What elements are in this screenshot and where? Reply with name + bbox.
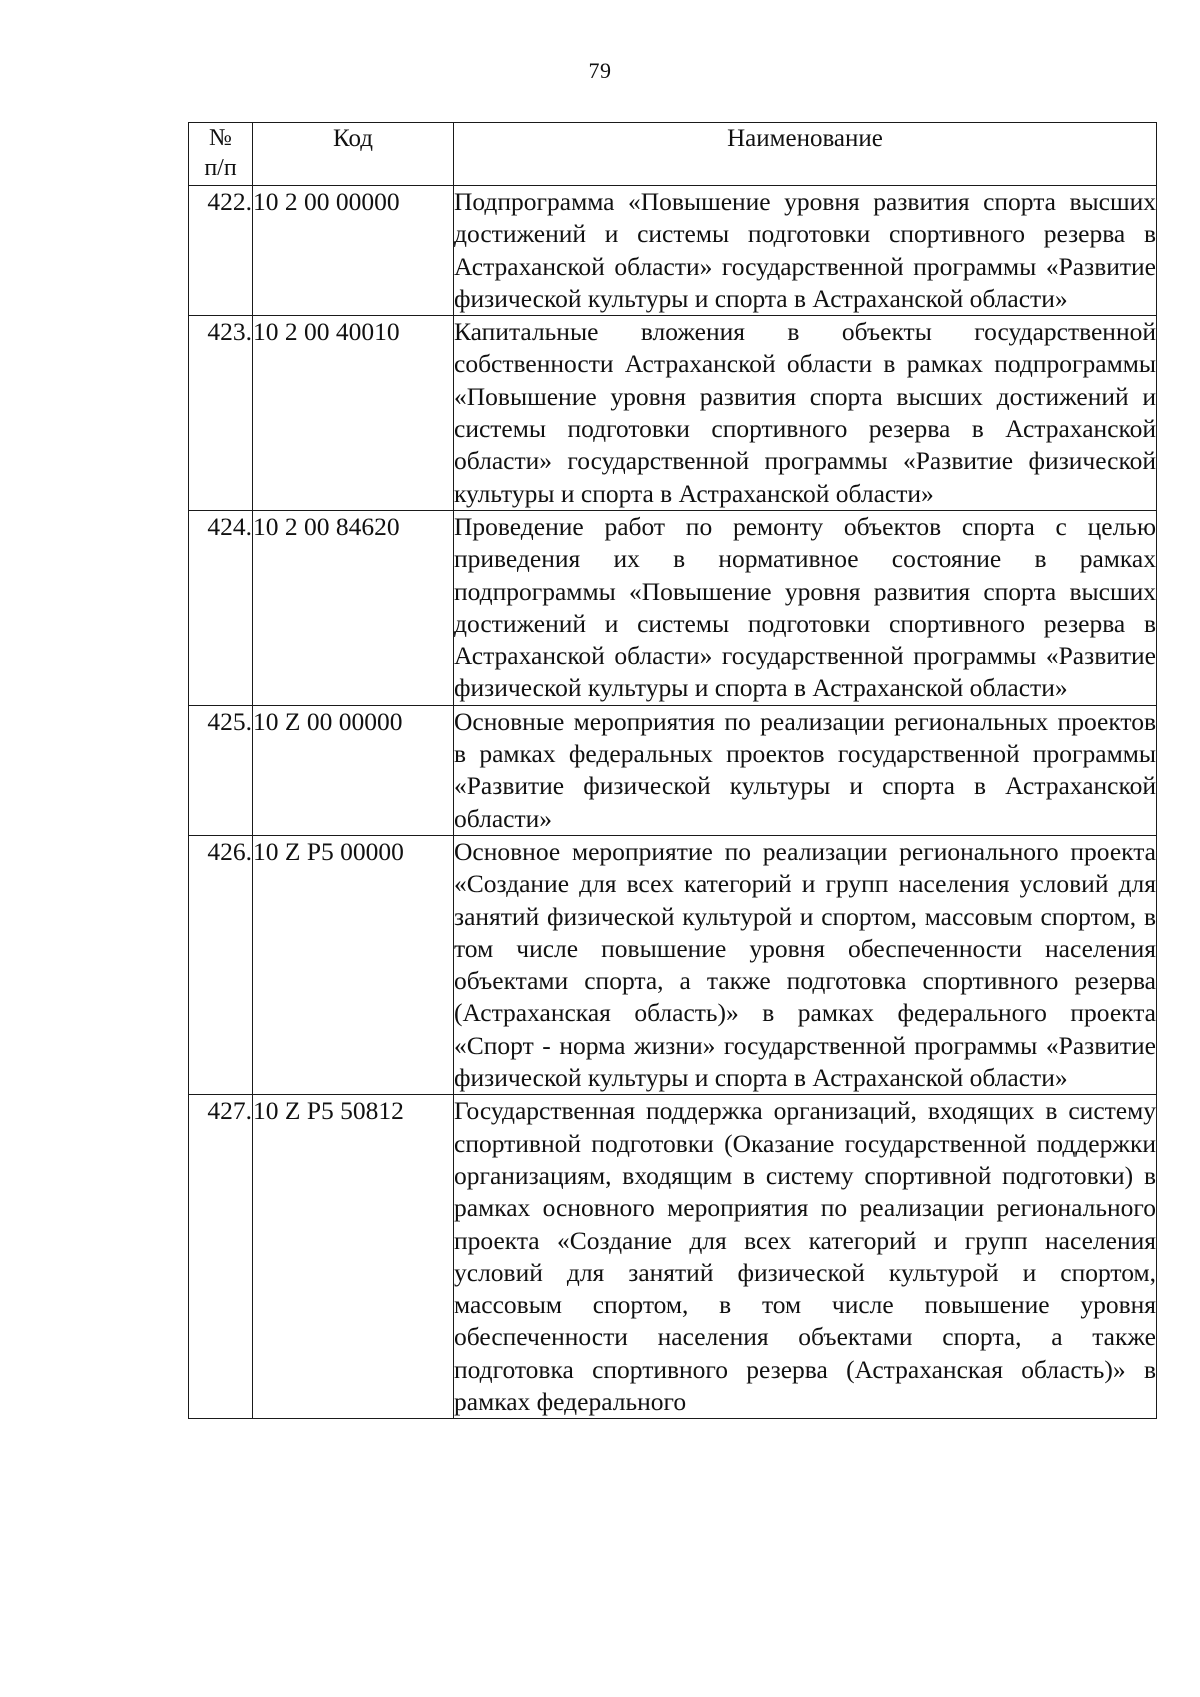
- row-code: 10 Z P5 00000: [253, 835, 454, 1094]
- row-code: 10 2 00 40010: [253, 316, 454, 511]
- header-number-abbr: п/п: [204, 155, 237, 181]
- table-row: [189, 316, 1157, 511]
- table-row: [189, 1095, 1157, 1419]
- header-name: Наименование: [454, 123, 1157, 186]
- header-row-number: [189, 123, 253, 186]
- row-number: 422.: [189, 186, 253, 316]
- page-number: 79: [588, 58, 612, 83]
- budget-code-table: [188, 122, 1157, 1419]
- row-name: Государственная поддержка организаций, входящих в систему спортивной подготовки (Оказание государственной поддержки организациям, входящим в систему спортивной подготовки) в рамках основного мероприятия по реализации регионального проекта «Создание для всех категорий и групп населения условий для занятий физической культурой и спортом, массовым спортом, в том числе повышение уровня обеспеченности населения объектами спорта, а также подготовка спортивного резерва (Астраханская область)» в рамках федерального: [454, 1095, 1157, 1419]
- table-row: [189, 835, 1157, 1094]
- row-number: 427.: [189, 1095, 253, 1419]
- row-code: 10 Z 00 00000: [253, 705, 454, 835]
- header-number-sign: №: [209, 125, 232, 151]
- row-name: Основное мероприятие по реализации регионального проекта «Создание для всех категорий и групп населения условий для занятий физической культурой и спортом, массовым спортом, в том числе повышение уровня обеспеченности населения объектами спорта, а также подготовка спортивного резерва (Астраханская область)» в рамках федерального проекта «Спорт - норма жизни» государственной программы «Развитие физической культуры и спорта в Астраханской области»: [454, 835, 1157, 1094]
- row-name: Основные мероприятия по реализации региональных проектов в рамках федеральных проектов государственной программы «Развитие физической культуры и спорта в Астраханской области»: [454, 705, 1157, 835]
- row-name: Подпрограмма «Повышение уровня развития спорта высших достижений и системы подготовки спортивного резерва в Астраханской области» государственной программы «Развитие физической культуры и спорта в Астраханской области»: [454, 186, 1157, 316]
- row-code: 10 2 00 84620: [253, 510, 454, 705]
- header-code: Код: [253, 123, 454, 186]
- row-name: Капитальные вложения в объекты государственной собственности Астраханской области в рамках подпрограммы «Повышение уровня развития спорта высших достижений и системы подготовки спортивного резерва в Астраханской области» государственной программы «Развитие физической культуры и спорта в Астраханской области»: [454, 316, 1157, 511]
- row-number: 423.: [189, 316, 253, 511]
- row-number: 424.: [189, 510, 253, 705]
- row-name: Проведение работ по ремонту объектов спорта с целью приведения их в нормативное состояние в рамках подпрограммы «Повышение уровня развития спорта высших достижений и системы подготовки спортивного резерва в Астраханской области» государственной программы «Развитие физической культуры и спорта в Астраханской области»: [454, 510, 1157, 705]
- table-row: [189, 705, 1157, 835]
- row-code: 10 Z P5 50812: [253, 1095, 454, 1419]
- table-header-row: [189, 123, 1157, 186]
- row-number: 425.: [189, 705, 253, 835]
- table-row: [189, 186, 1157, 316]
- row-code: 10 2 00 00000: [253, 186, 454, 316]
- row-number: 426.: [189, 835, 253, 1094]
- table-row: [189, 510, 1157, 705]
